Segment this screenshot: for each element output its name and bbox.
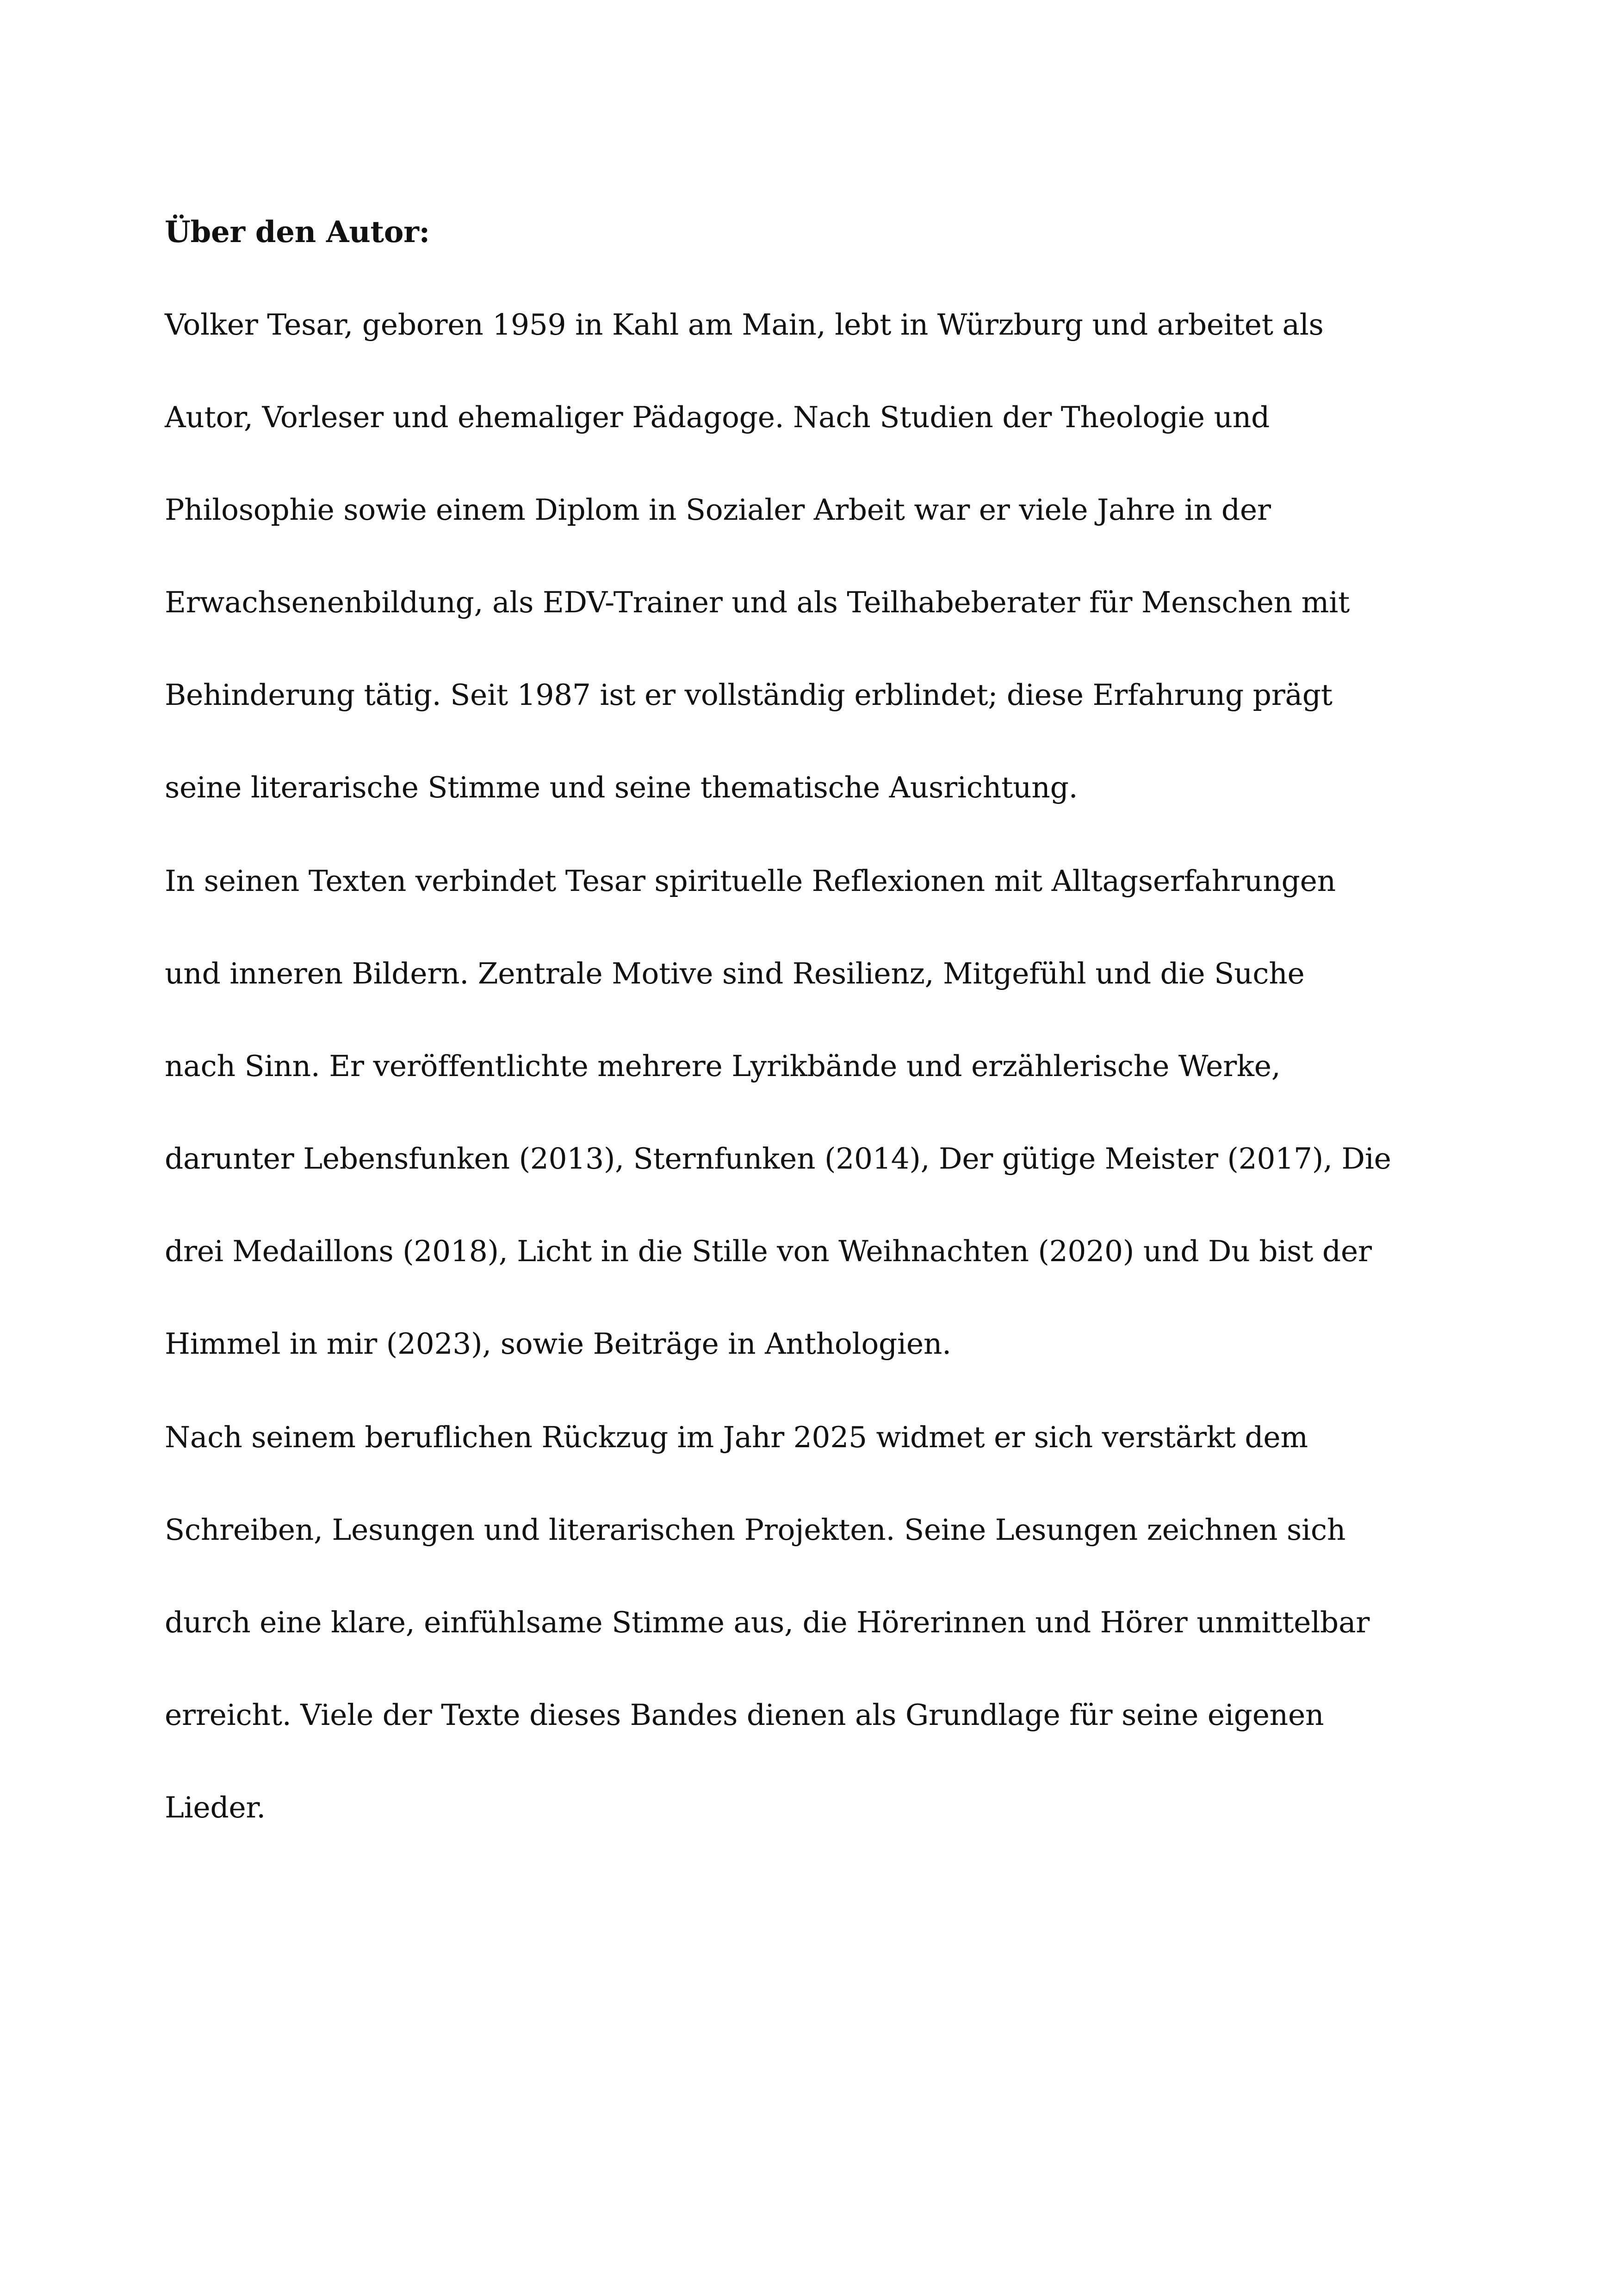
text-line: Nach seinem beruflichen Rückzug im Jahr 2025 widmet er sich verstärkt dem [165,1420,1308,1454]
text-line: durch eine klare, einfühlsame Stimme aus, die Hörerinnen und Hörer unmittelbar [165,1605,1370,1639]
paragraph-current-activities [165,1391,1460,1854]
text-line: Volker Tesar, geboren 1959 in Kahl am Main, lebt in Würzburg und arbeitet als [165,308,1324,342]
text-line: nach Sinn. Er veröffentlichte mehrere Lyrikbände und erzählerische Werke, [165,1049,1281,1083]
text-line: In seinen Texten verbindet Tesar spirituelle Reflexionen mit Alltagserfahrungen [165,864,1336,898]
text-line: Behinderung tätig. Seit 1987 ist er vollständig erblindet; diese Erfahrung prägt [165,678,1333,712]
text-line: Autor, Vorleser und ehemaliger Pädagoge. Nach Studien der Theologie und [165,400,1270,434]
text-line: Erwachsenenbildung, als EDV-Trainer und als Teilhabeberater für Menschen mit [165,585,1350,619]
about-author-section [165,209,1460,1854]
text-line: Schreiben, Lesungen und literarischen Projekten. Seine Lesungen zeichnen sich [165,1513,1346,1547]
section-heading: Über den Autor: [165,215,430,249]
text-line: darunter Lebensfunken (2013), Sternfunken (2014), Der gütige Meister (2017), Die [165,1142,1391,1176]
text-line: erreicht. Viele der Texte dieses Bandes dienen als Grundlage für seine eigenen [165,1698,1324,1732]
text-line: seine literarische Stimme und seine thematische Ausrichtung. [165,771,1078,804]
paragraph-works [165,835,1460,1390]
paragraph-biography [165,279,1460,834]
text-line: Himmel in mir (2023), sowie Beiträge in Anthologien. [165,1327,951,1361]
text-line: und inneren Bildern. Zentrale Motive sind Resilienz, Mitgefühl und die Suche [165,957,1305,990]
text-line: drei Medaillons (2018), Licht in die Stille von Weihnachten (2020) und Du bist der [165,1234,1372,1268]
text-line: Lieder. [165,1791,266,1824]
text-line: Philosophie sowie einem Diplom in Sozialer Arbeit war er viele Jahre in der [165,493,1271,527]
